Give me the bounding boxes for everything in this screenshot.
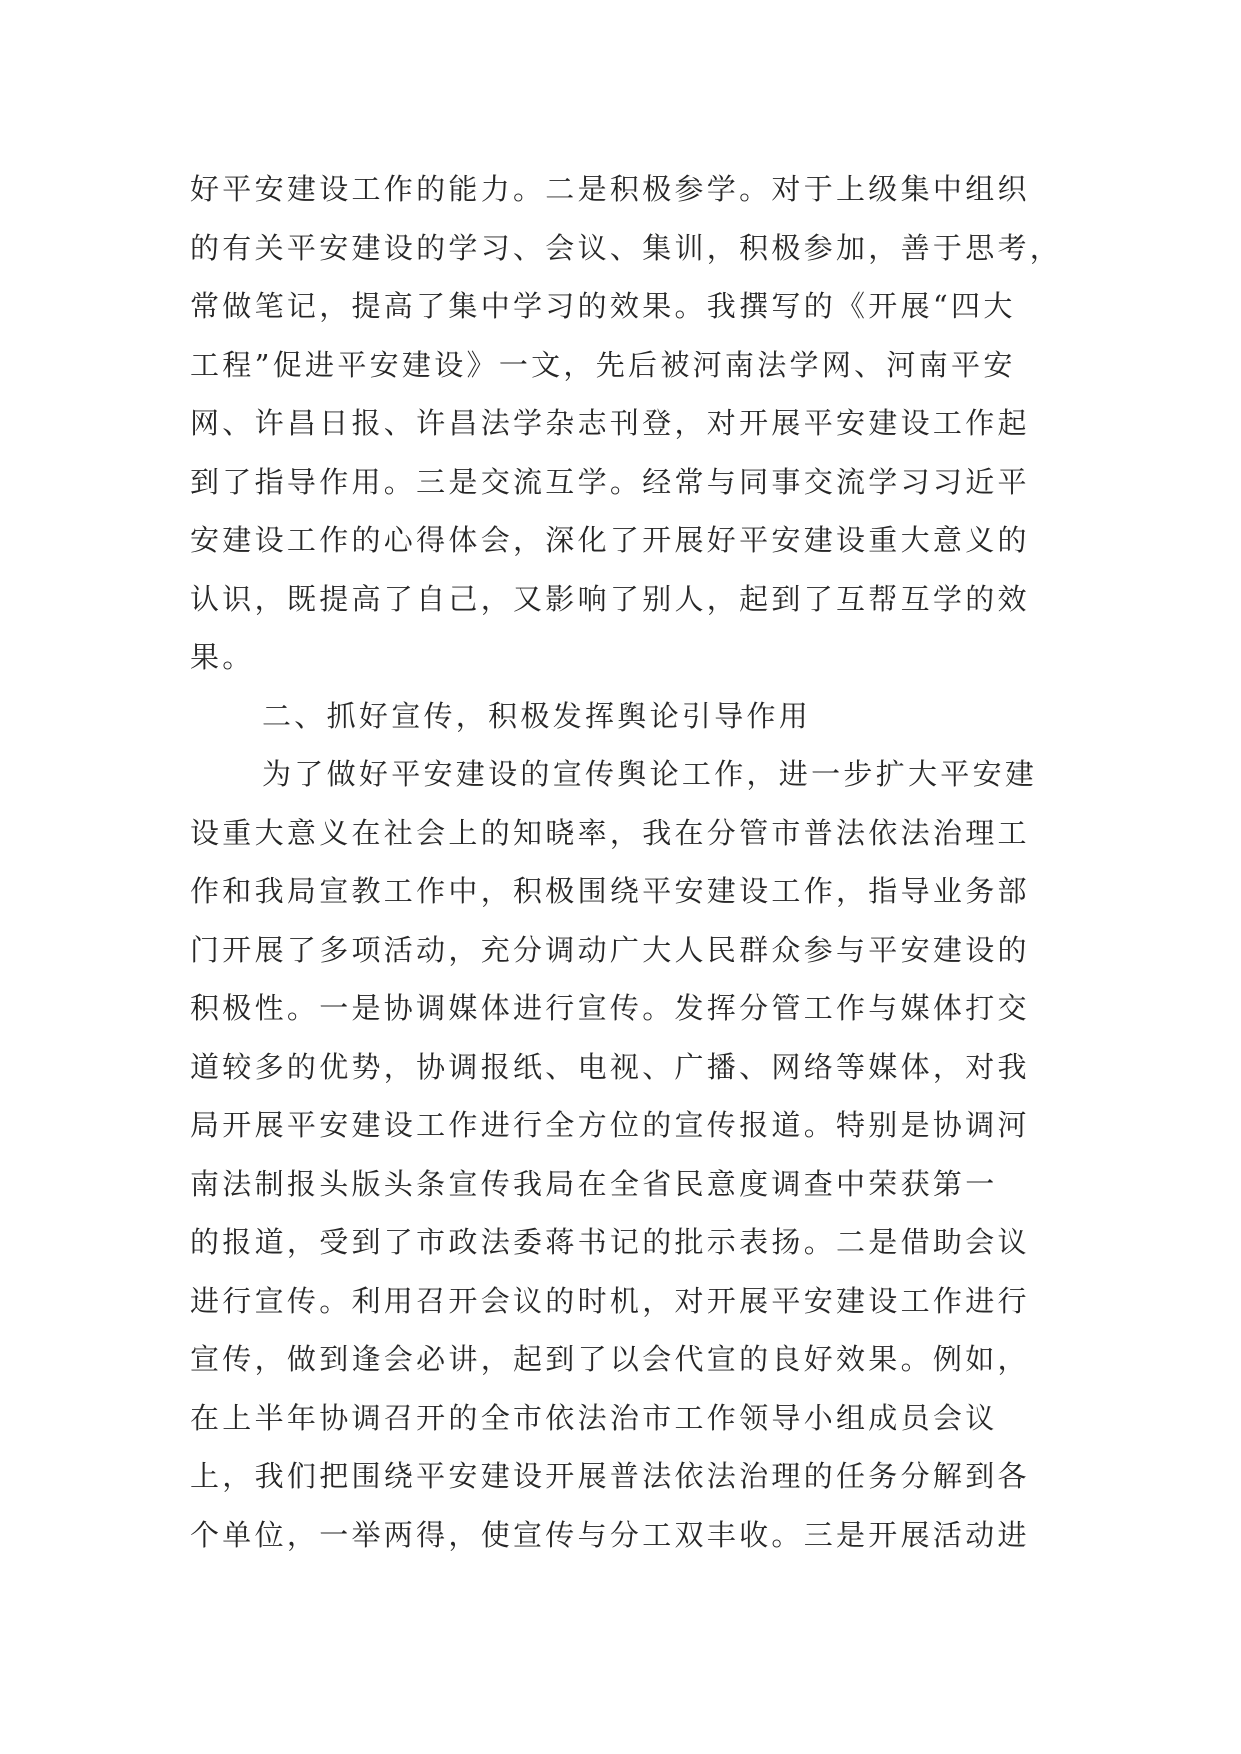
text-line: 到了指导作用。三是交流互学。经常与同事交流学习习近平 <box>190 464 1030 499</box>
text-line: 门开展了多项活动，充分调动广大人民群众参与平安建设的 <box>190 932 1030 967</box>
text-line: 宣传，做到逢会必讲，起到了以会代宣的良好效果。例如， <box>190 1342 1030 1376</box>
document-body <box>190 160 1063 1564</box>
text-line: 南法制报头版头条宣传我局在全省民意度调查中荣获第一 <box>190 1166 998 1201</box>
text-line: 常做笔记，提高了集中学习的效果。我撰写的《开展“四大 <box>190 289 1016 323</box>
text-line: 个单位，一举两得，使宣传与分工双丰收。三是开展活动进 <box>190 1517 1030 1552</box>
section-heading: 二、抓好宣传，积极发挥舆论引导作用 <box>262 698 812 733</box>
text-line: 局开展平安建设工作进行全方位的宣传报道。特别是协调河 <box>190 1108 1030 1142</box>
text-line: 安建设工作的心得体会，深化了开展好平安建设重大意义的 <box>190 523 1030 557</box>
text-line: 积极性。一是协调媒体进行宣传。发挥分管工作与媒体打交 <box>190 991 1030 1025</box>
text-line: 工程”促进平安建设》一文，先后被河南法学网、河南平安 <box>190 347 1016 382</box>
text-line: 设重大意义在社会上的知晓率，我在分管市普法依法治理工 <box>190 815 1030 850</box>
text-line: 的有关平安建设的学习、会议、集训，积极参加，善于思考， <box>190 230 1063 265</box>
text-line: 认识，既提高了自己，又影响了别人，起到了互帮互学的效 <box>190 581 1030 616</box>
text-line: 上，我们把围绕平安建设开展普法依法治理的任务分解到各 <box>190 1459 1030 1493</box>
text-line: 好平安建设工作的能力。二是积极参学。对于上级集中组织 <box>190 172 1030 206</box>
text-line: 进行宣传。利用召开会议的时机，对开展平安建设工作进行 <box>190 1283 1030 1318</box>
text-line: 果。 <box>190 640 255 674</box>
text-line: 为了做好平安建设的宣传舆论工作，进一步扩大平安建 <box>262 757 1038 791</box>
text-line: 在上半年协调召开的全市依法治市工作领导小组成员会议 <box>190 1400 998 1435</box>
text-line: 道较多的优势，协调报纸、电视、广播、网络等媒体，对我 <box>190 1049 1030 1084</box>
text-line: 作和我局宣教工作中，积极围绕平安建设工作，指导业务部 <box>190 874 1030 908</box>
text-line: 的报道，受到了市政法委蒋书记的批示表扬。二是借助会议 <box>190 1225 1030 1259</box>
text-line: 网、许昌日报、许昌法学杂志刊登，对开展平安建设工作起 <box>190 406 1030 440</box>
